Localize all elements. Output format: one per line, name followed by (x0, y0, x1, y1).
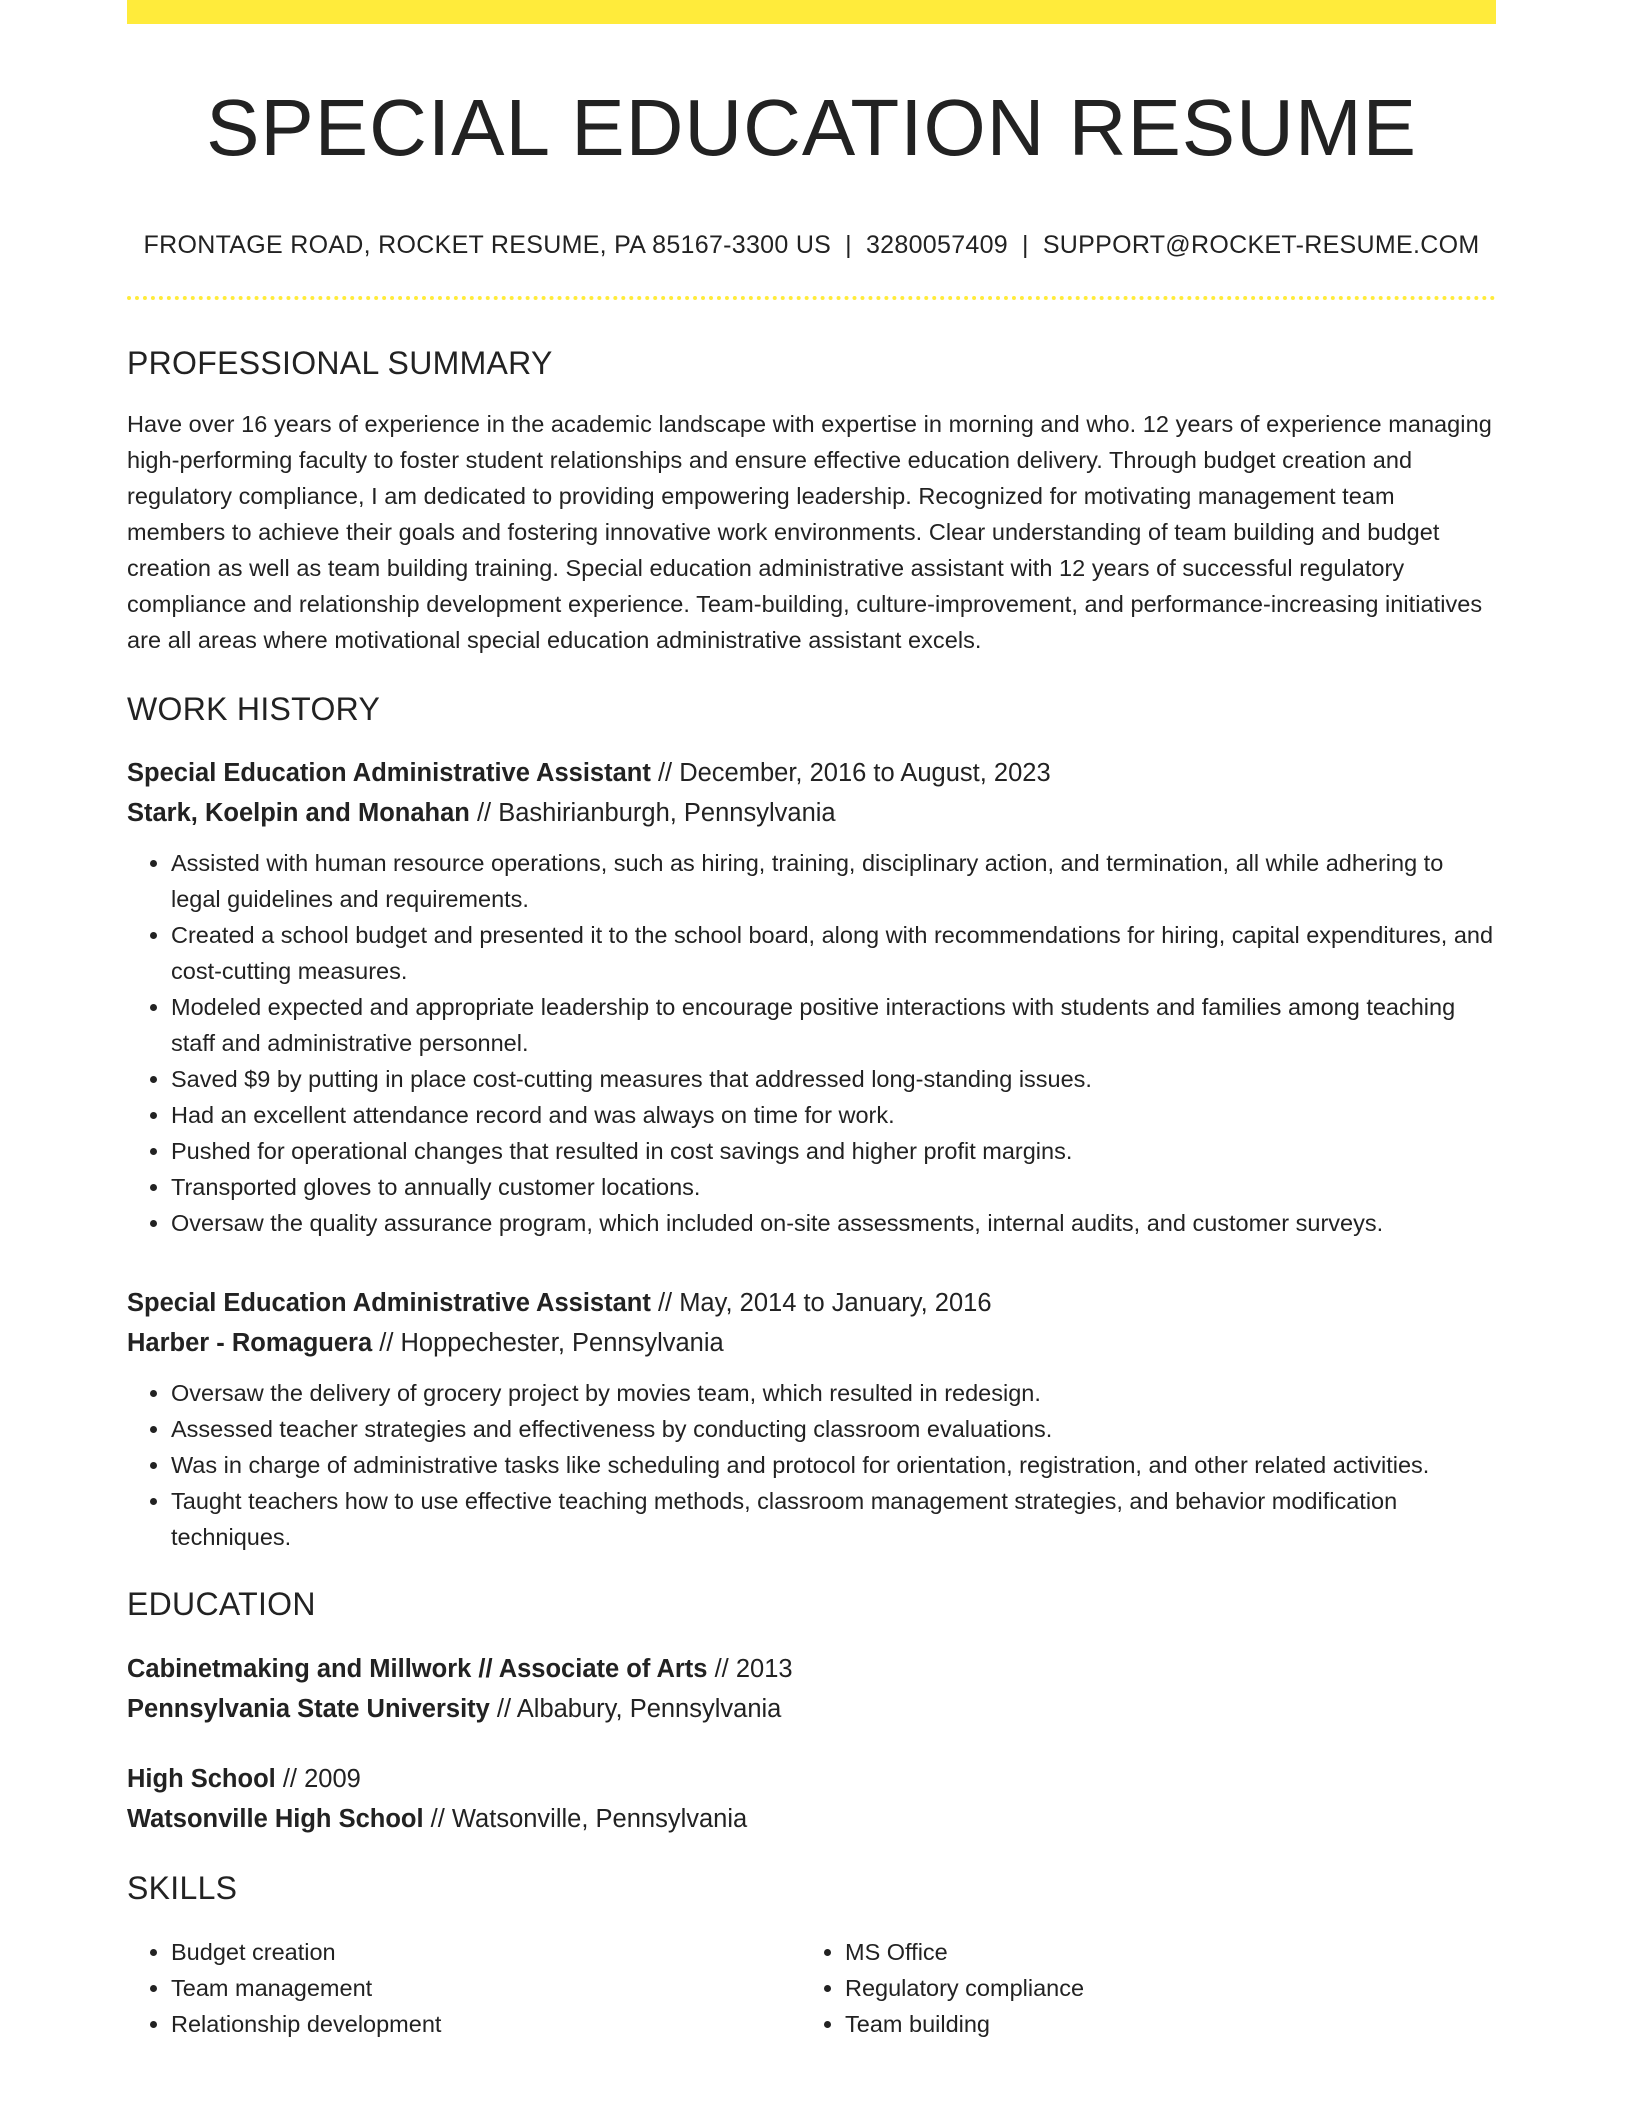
education-degree-line (127, 1649, 1496, 1689)
education-entry (127, 1759, 1496, 1839)
education-school: Watsonville High School (127, 1805, 424, 1834)
job-bullet: • Created a school budget and presented it to the school board, along with recommendations for hiring, capital expenditures, and cost-cutting measures. (171, 917, 1496, 989)
education-heading: EDUCATION (127, 1585, 316, 1622)
contact-line (127, 230, 1496, 260)
job-bullet: • Oversaw the delivery of grocery project by movies team, which resulted in redesign. (171, 1375, 1496, 1411)
job-company-line (127, 1323, 1496, 1363)
job-bullet: • Taught teachers how to use effective teaching methods, classroom management strategies, and behavior modification techniques. (171, 1483, 1496, 1555)
job-title: Special Education Administrative Assistant (127, 1288, 651, 1317)
job-bullet: • Pushed for operational changes that resulted in cost savings and higher profit margins. (171, 1133, 1496, 1169)
job-dates: // December, 2016 to August, 2023 (657, 758, 1051, 787)
education-school: Pennsylvania State University (127, 1695, 490, 1724)
job-bullets (127, 1375, 1496, 1555)
resume-content (127, 24, 1496, 2042)
work-history-heading: WORK HISTORY (127, 691, 381, 728)
education-location: // Albabury, Pennsylvania (496, 1695, 782, 1724)
job-bullet: • Assisted with human resource operations, such as hiring, training, disciplinary action, and termination, all while adhering to legal guidelines and requirements. (171, 845, 1496, 917)
job-bullet: • Modeled expected and appropriate leadership to encourage positive interactions with students and families among teaching staff and administrative personnel. (171, 989, 1496, 1061)
skills-list (127, 1934, 1496, 2042)
education-location: // Watsonville, Pennsylvania (430, 1805, 748, 1834)
education-entry (127, 1649, 1496, 1729)
skills-heading: SKILLS (127, 1870, 238, 1907)
summary-heading: PROFESSIONAL SUMMARY (127, 345, 553, 381)
contact-separator: | (845, 231, 852, 259)
summary-text: Have over 16 years of experience in the academic landscape with expertise in morning and who. 12 years of experience managing high-performing faculty to foster student relationships and ensure effective education delivery. Through budget creation and regulatory compliance, I am dedicated to providing empowering leadership. Recognized for motivating management team members to achieve their goals and fostering innovative work environments. Clear understanding of team building and budget creation as well as team building training. Special education administrative assistant with 12 years of successful regulatory compliance and relationship development experience. Team-building, culture-improvement, and performance-increasing initiatives are all areas where motivational special education administrative assistant excels. (127, 411, 1492, 654)
education-degree-line (127, 1759, 1496, 1799)
job-bullets (127, 845, 1496, 1241)
job-location: // Hoppechester, Pennsylvania (379, 1328, 724, 1357)
dotted-divider (127, 296, 1496, 300)
contact-separator: | (1022, 231, 1029, 259)
top-accent-bar (127, 0, 1496, 24)
skill-item: • Budget creation (171, 1934, 801, 1970)
education-school-line (127, 1689, 1496, 1729)
skill-item: • Team management (171, 1970, 801, 2006)
resume-title: SPECIAL EDUCATION RESUME (206, 83, 1417, 172)
skill-item: • MS Office (845, 1934, 1435, 1970)
job-location: // Bashirianburgh, Pennsylvania (476, 798, 836, 827)
job-company: Harber - Romaguera (127, 1328, 373, 1357)
job-bullet: • Oversaw the quality assurance program, which included on-site assessments, internal audits, and customer surveys. (171, 1205, 1496, 1241)
job-bullet: • Was in charge of administrative tasks like scheduling and protocol for orientation, registration, and other related activities. (171, 1447, 1496, 1483)
job-entry (127, 1283, 1496, 1555)
skill-item: • Team building (845, 2006, 1435, 2042)
education-school-line (127, 1799, 1496, 1839)
education-year: // 2009 (282, 1765, 361, 1794)
skills-column-left (127, 1934, 801, 2042)
contact-address: FRONTAGE ROAD, ROCKET RESUME, PA 85167-3300 US (143, 231, 832, 259)
job-bullet: • Saved $9 by putting in place cost-cutting measures that addressed long-standing issues. (171, 1061, 1496, 1097)
skill-item: • Regulatory compliance (845, 1970, 1435, 2006)
job-dates: // May, 2014 to January, 2016 (657, 1288, 992, 1317)
job-company: Stark, Koelpin and Monahan (127, 798, 470, 827)
skill-item: • Relationship development (171, 2006, 801, 2042)
job-company-line (127, 793, 1496, 833)
skills-column-right (801, 1934, 1435, 2042)
education-degree: High School (127, 1765, 276, 1794)
contact-email: SUPPORT@ROCKET-RESUME.COM (1042, 231, 1480, 259)
job-bullet: • Had an excellent attendance record and was always on time for work. (171, 1097, 1496, 1133)
education-degree: Cabinetmaking and Millwork // Associate of Arts (127, 1655, 708, 1684)
job-bullet: • Assessed teacher strategies and effectiveness by conducting classroom evaluations. (171, 1411, 1496, 1447)
job-title: Special Education Administrative Assistant (127, 758, 651, 787)
job-entry (127, 753, 1496, 1241)
job-title-line (127, 1283, 1496, 1323)
contact-phone: 3280057409 (865, 231, 1009, 259)
job-bullet: • Transported gloves to annually customer locations. (171, 1169, 1496, 1205)
job-title-line (127, 753, 1496, 793)
education-year: // 2013 (714, 1655, 793, 1684)
